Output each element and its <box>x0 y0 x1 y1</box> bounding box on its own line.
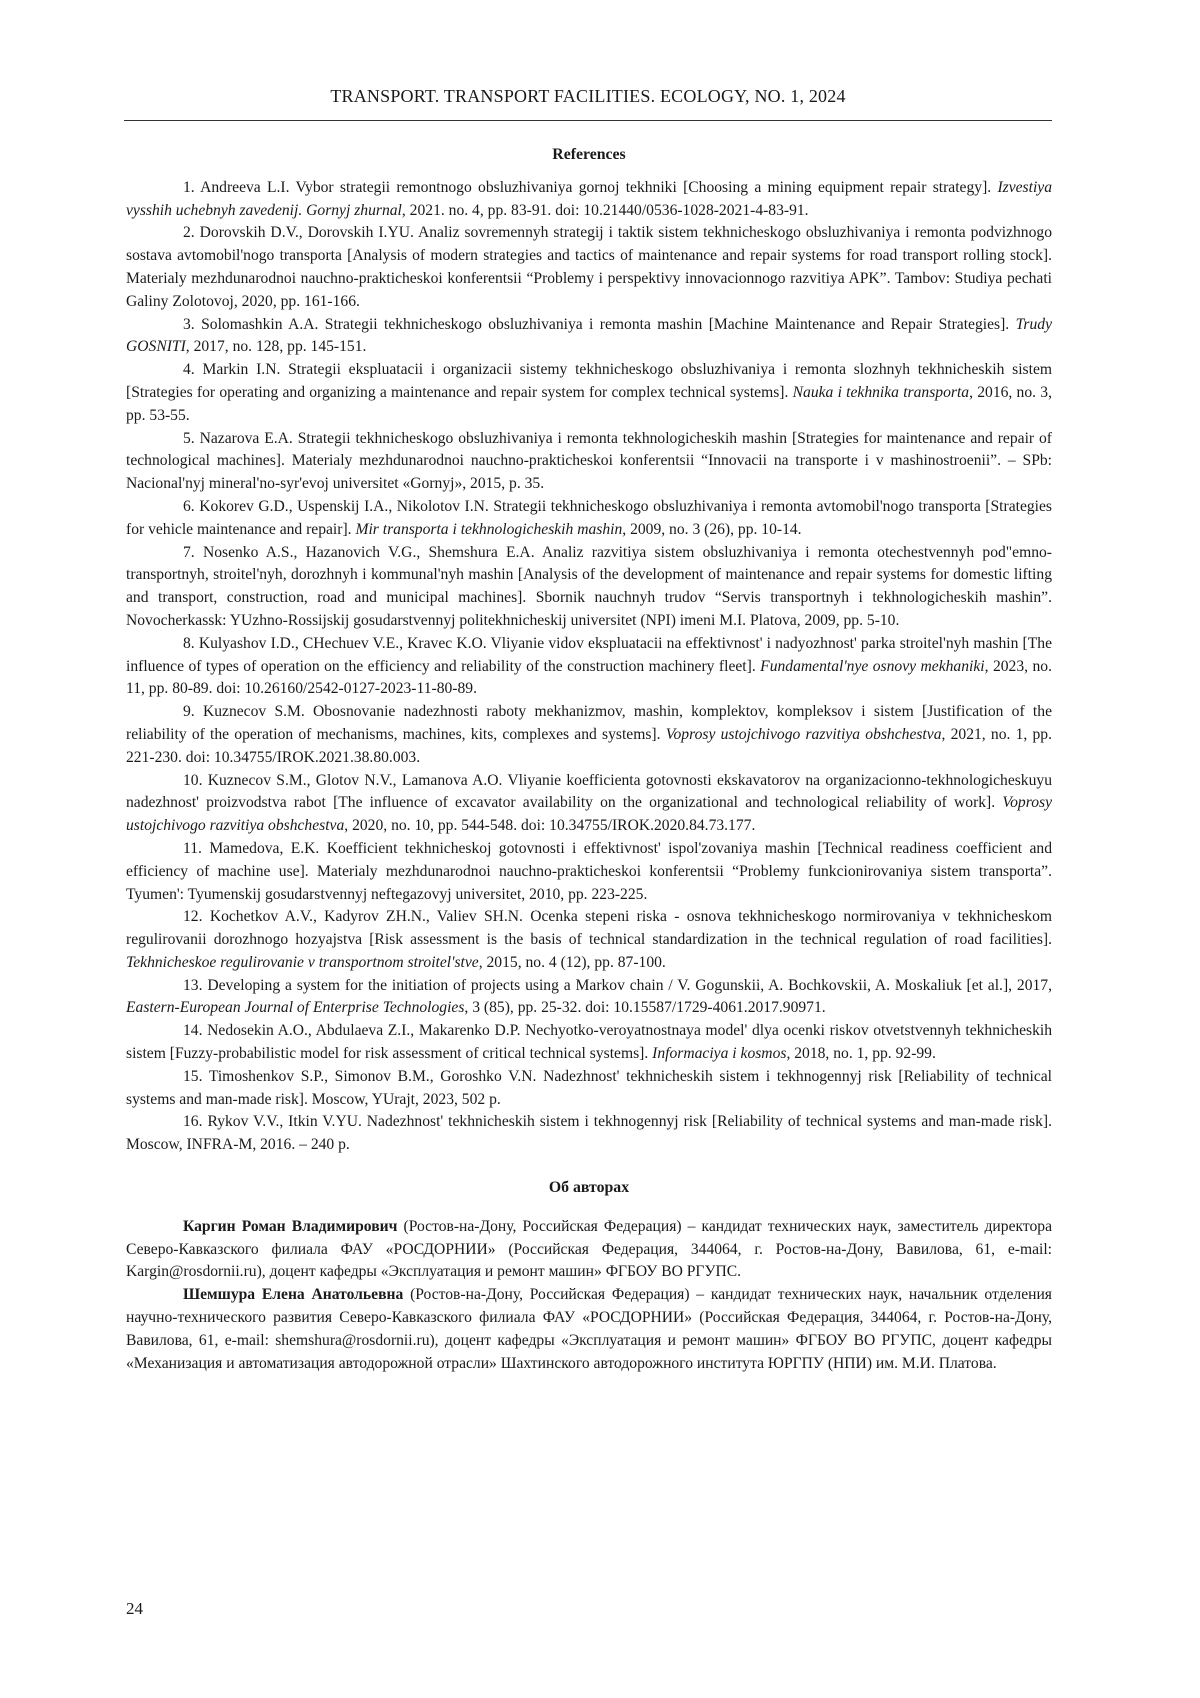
reference-item: 1. Andreeva L.I. Vybor strategii remontnogo obsluzhivaniya gornoj tekhniki [Choosing a mining equipment repair strategy]. Izvestiya vysshih uchebnyh zavedenij. Gornyj zhurnal, 2021. no. 4, pp. 83-91. doi: 10.21440/0536-1028-2021-4-83-91. <box>126 177 1052 223</box>
reference-item: 5. Nazarova E.A. Strategii tekhnicheskogo obsluzhivaniya i remonta tekhnologicheskih mashin [Strategies for maintenance and repair of technological machines]. Materialy mezhdunarodnoi nauchno-prakticheskoi konferentsii “Innovacii na transporte i v mashinostroenii”. – SPb: Nacional'nyj mineral'no-syr'evoj universitet «Gornyj», 2015, p. 35. <box>126 428 1052 496</box>
reference-item: 3. Solomashkin A.A. Strategii tekhnicheskogo obsluzhivaniya i remonta mashin [Machine Maintenance and Repair Strategies]. Trudy GOSNITI, 2017, no. 128, pp. 145-151. <box>126 314 1052 360</box>
author-bio: Шемшура Елена Анатольевна (Ростов-на-Дону, Российская Федерация) – кандидат технических наук, начальник отделения научно-технического развития Северо-Кавказского филиала ФАУ «РОСДОРНИИ» (Российская Федерация, 344064, г. Ростов-на-Дону, Вавилова, 61, e-mail: shemshura@rosdornii.ru), доцент кафедры «Эксплуатация и ремонт машин» ФГБОУ ВО РГУПС, доцент кафедры «Механизация и автоматизация автодорожной отрасли» Шахтинского автодорожного института ЮРГПУ (НПИ) им. М.И. Платова. <box>126 1284 1052 1375</box>
reference-item: 7. Nosenko A.S., Hazanovich V.G., Shemshura E.A. Analiz razvitiya sistem obsluzhivaniya i remonta otechestvennyh pod"emno-transportnyh, stroitel'nyh, dorozhnyh i kommunal'nyh mashin [Analysis of the development of maintenance and repair systems for domestic lifting and transport, construction, road and municipal machines]. Sbornik nauchnyh trudov “Servis transportnyh i tekhnologicheskih mashin”. Novocherkassk: YUzhno-Rossijskij gosudarstvennyj politekhnicheskij universitet (NPI) imeni M.I. Platova, 2009, pp. 5-10. <box>126 542 1052 633</box>
author-name: Каргин Роман Владимирович <box>183 1218 397 1235</box>
authors-heading: Об авторах <box>126 1177 1052 1200</box>
reference-item: 11. Mamedova, E.K. Koefficient tekhnicheskoj gotovnosti i effektivnost' ispol'zovaniya mashin [Technical readiness coefficient and efficiency of machine use]. Materialy mezhdunarodnoi nauchno-prakticheskoi konferentsii “Problemy funkcionirovaniya sistem transporta”. Tyumen': Tyumenskij gosudarstvennyj neftegazovyj universitet, 2010, pp. 223-225. <box>126 838 1052 906</box>
author-name: Шемшура Елена Анатольевна <box>183 1286 403 1303</box>
reference-item: 9. Kuznecov S.M. Obosnovanie nadezhnosti raboty mekhanizmov, mashin, komplektov, kompleksov i sistem [Justification of the reliability of the operation of mechanisms, machines, kits, complexes and systems]. Voprosy ustojchivogo razvitiya obshchestva, 2021, no. 1, pp. 221-230. doi: 10.34755/IROK.2021.38.80.003. <box>126 701 1052 769</box>
reference-item: 10. Kuznecov S.M., Glotov N.V., Lamanova A.O. Vliyanie koefficienta gotovnosti ekskavatorov na organizacionno-tekhnologicheskuyu nadezhnost' proizvodstva rabot [The influence of excavator availability on the organizational and technological reliability of work]. Voprosy ustojchivogo razvitiya obshchestva, 2020, no. 10, pp. 544-548. doi: 10.34755/IROK.2020.84.73.177. <box>126 770 1052 838</box>
reference-item: 14. Nedosekin A.O., Abdulaeva Z.I., Makarenko D.P. Nechyotko-veroyatnostnaya model' dlya ocenki riskov otvetstvennyh tekhnicheskih sistem [Fuzzy-probabilistic model for risk assessment of critical technical systems]. Informaciya i kosmos, 2018, no. 1, pp. 92-99. <box>126 1020 1052 1066</box>
author-bio: Каргин Роман Владимирович (Ростов-на-Дону, Российская Федерация) – кандидат технических наук, заместитель директора Северо-Кавказского филиала ФАУ «РОСДОРНИИ» (Российская Федерация, 344064, г. Ростов-на-Дону, Вавилова, 61, e-mail: Kargin@rosdornii.ru), доцент кафедры «Эксплуатация и ремонт машин» ФГБОУ ВО РГУПС. <box>126 1216 1052 1284</box>
journal-page <box>0 0 1200 1698</box>
reference-item: 16. Rykov V.V., Itkin V.YU. Nadezhnost' tekhnicheskih sistem i tekhnogennyj risk [Reliability of technical systems and man-made risk]. Moscow, INFRA-M, 2016. – 240 p. <box>126 1111 1052 1157</box>
reference-item: 2. Dorovskih D.V., Dorovskih I.YU. Analiz sovremennyh strategij i taktik sistem tekhnicheskogo obsluzhivaniya i remonta podvizhnogo sostava avtomobil'nogo transporta [Analysis of modern strategies and tactics of maintenance and repair systems for road transport rolling stock]. Materialy mezhdunarodnoi nauchno-prakticheskoi konferentsii “Problemy i perspektivy innovacionnogo razvitiya APK”. Tambov: Studiya pechati Galiny Zolotovoj, 2020, pp. 161-166. <box>126 222 1052 313</box>
references-list <box>126 177 1052 1157</box>
reference-item: 4. Markin I.N. Strategii ekspluatacii i organizacii sistemy tekhnicheskogo obsluzhivaniya i remonta slozhnyh tekhnicheskih sistem [Strategies for operating and organizing a maintenance and repair system for complex technical systems]. Nauka i tekhnika transporta, 2016, no. 3, pp. 53-55. <box>126 359 1052 427</box>
page-number: 24 <box>126 1599 143 1619</box>
reference-item: 13. Developing a system for the initiation of projects using a Markov chain / V. Gogunskii, A. Bochkovskii, A. Moskaliuk [et al.], 2017, Eastern-European Journal of Enterprise Technologies, 3 (85), pp. 25-32. doi: 10.15587/1729-4061.2017.90971. <box>126 975 1052 1021</box>
reference-item: 6. Kokorev G.D., Uspenskij I.A., Nikolotov I.N. Strategii tekhnicheskogo obsluzhivaniya i remonta avtomobil'nogo transporta [Strategies for vehicle maintenance and repair]. Mir transporta i tekhnologicheskih mashin, 2009, no. 3 (26), pp. 10-14. <box>126 496 1052 542</box>
reference-item: 8. Kulyashov I.D., CHechuev V.E., Kravec K.O. Vliyanie vidov ekspluatacii na effektivnost' i nadyozhnost' parka stroitel'nyh mashin [The influence of types of operation on the efficiency and reliability of the construction machinery fleet]. Fundamental'nye osnovy mekhaniki, 2023, no. 11, pp. 80-89. doi: 10.26160/2542-0127-2023-11-80-89. <box>126 633 1052 701</box>
references-heading: References <box>126 144 1052 167</box>
reference-item: 15. Timoshenkov S.P., Simonov B.M., Goroshko V.N. Nadezhnost' tekhnicheskih sistem i tekhnogennyj risk [Reliability of technical systems and man-made risk]. Moscow, YUrajt, 2023, 502 p. <box>126 1066 1052 1112</box>
running-header: TRANSPORT. TRANSPORT FACILITIES. ECOLOGY, NO. 1, 2024 <box>124 86 1052 107</box>
reference-item: 12. Kochetkov A.V., Kadyrov ZH.N., Valiev SH.N. Ocenka stepeni riska - osnova tekhnicheskogo normirovaniya v tekhnicheskom regulirovanii dorozhnogo hozyajstva [Risk assessment is the basis of technical standardization in the technical regulation of road facilities]. Tekhnicheskoe regulirovanie v transportnom stroitel'stve, 2015, no. 4 (12), pp. 87-100. <box>126 906 1052 974</box>
header-divider <box>124 120 1052 121</box>
page-content <box>126 144 1052 1375</box>
